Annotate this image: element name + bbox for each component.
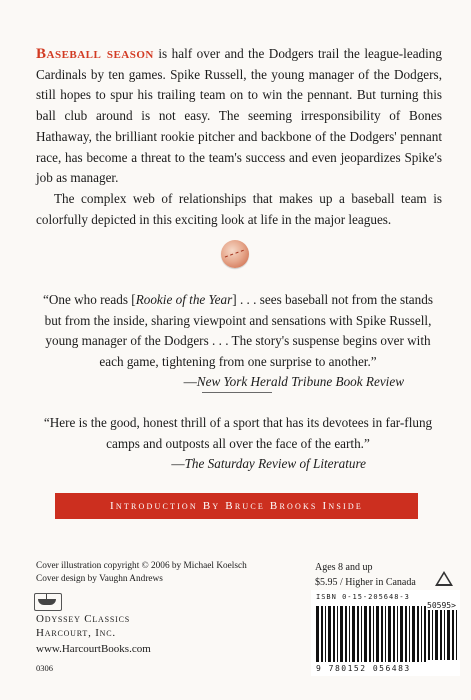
quoted-book-title: Rookie of the Year <box>135 292 233 307</box>
review-quote-2 <box>40 413 436 475</box>
review-quote-2-attribution <box>40 454 436 475</box>
barcode-bar <box>340 606 343 662</box>
barcode-bar <box>400 606 403 662</box>
age-range: Ages 8 and up <box>315 562 373 573</box>
review-quote-1-attribution <box>38 372 438 393</box>
publisher-website: www.HarcourtBooks.com <box>36 643 151 655</box>
barcode-bar <box>421 606 422 662</box>
barcode-bar <box>373 606 374 662</box>
barcode-bar <box>417 606 419 662</box>
barcode-bar <box>325 606 326 662</box>
barcode-bar <box>412 606 415 662</box>
cover-credits <box>36 560 296 585</box>
barcode-bar <box>376 606 379 662</box>
quote-body: ] . . . sees baseball not from the stands but from the inside, sharing viewpoint and sensations with Spike Russell, young manager of the Dodgers . . . The story's suspense begins over with each game, tightening from one surprise to another.” <box>44 292 433 369</box>
barcode-bar <box>333 606 335 662</box>
review-quote-2-text: “Here is the good, honest thrill of a sport that has its devotees in far-flung camps and outposts all over the face of the earth.” <box>43 415 433 451</box>
barcode-bar <box>328 606 331 662</box>
barcode-bar <box>444 610 445 660</box>
barcode-bar <box>405 606 407 662</box>
attribution-dash: — <box>183 374 197 389</box>
barcode-bar <box>440 610 442 660</box>
barcode-bar <box>349 606 350 662</box>
ean-number: 9 780152 056483 <box>316 664 411 673</box>
blurb-paragraph-2: The complex web of relationships that makes up a baseball team is colorfully depicted in this exciting look at life in the major leagues. <box>36 190 442 227</box>
price-label: $5.95 / Higher in Canada <box>315 577 416 588</box>
barcode-bar <box>316 606 319 662</box>
barcode-bar <box>409 606 410 662</box>
back-cover-blurb <box>36 44 442 230</box>
barcode-bar <box>393 606 395 662</box>
barcode-bar <box>388 606 391 662</box>
barcode-bar <box>369 606 371 662</box>
blurb-paragraph-1-text: is half over and the Dodgers trail the league-leading Cardinals by ten games. Spike Russell, the young manager of the Dodgers, still hopes to spur his trailing team on to win the pennant. But turning this ball club around is not easy. The seeming irresponsibility of Bones Hathaway, the brilliant rookie pitcher and backbone of the Dodgers' pennant race, has become a threat to the team's success and even jeopardizes Spike's job as manager. <box>36 46 442 186</box>
attribution-source: New York Herald Tribune Book Review <box>196 374 404 389</box>
barcode-bar <box>321 606 323 662</box>
barcode-bar <box>385 606 386 662</box>
introduction-banner-text: Introduction By Bruce Brooks Inside <box>110 500 363 512</box>
barcode-bar <box>345 606 347 662</box>
barcode-bar <box>361 606 362 662</box>
ean-barcode-icon <box>316 606 426 662</box>
isbn-number: ISBN 0-15-205648-3 <box>316 593 410 601</box>
barcode-bar <box>397 606 398 662</box>
barcode-bar <box>456 610 457 660</box>
barcode-bar <box>364 606 367 662</box>
baseball-icon <box>221 240 249 268</box>
barcode-bar <box>447 610 450 660</box>
barcode-bar <box>435 610 438 660</box>
barcode-bar <box>428 610 430 660</box>
illustration-credit: Cover illustration copyright © 2006 by Michael Koelsch <box>36 561 247 571</box>
print-code: 0306 <box>36 663 53 673</box>
attribution-dash: — <box>171 456 185 471</box>
publisher-ship-logo-icon <box>34 593 62 611</box>
barcode-bar <box>452 610 454 660</box>
barcode-bar <box>432 610 433 660</box>
attribution-source: The Saturday Review of Literature <box>184 456 366 471</box>
design-credit: Cover design by Vaughn Andrews <box>36 573 163 584</box>
barcode-bar <box>424 606 426 662</box>
blurb-paragraph-1 <box>36 44 442 189</box>
price-addon-barcode-icon <box>428 610 458 660</box>
barcode-bar <box>357 606 359 662</box>
barcode-bar <box>381 606 383 662</box>
publisher-block <box>36 612 296 640</box>
divider-line <box>202 392 272 393</box>
blurb-lead-in: Baseball season <box>36 46 154 62</box>
publisher-name: Harcourt, Inc. <box>36 627 116 639</box>
barcode-bar <box>337 606 338 662</box>
quote-open: “One who reads [ <box>43 292 136 307</box>
barcode-bar <box>352 606 355 662</box>
imprint-name: Odyssey Classics <box>36 613 130 625</box>
introduction-banner <box>55 493 418 519</box>
triangle-mark-icon <box>435 571 453 586</box>
review-quote-1-text <box>38 290 438 372</box>
price-addon-number: 50595> <box>427 601 456 610</box>
review-quote-1 <box>38 290 438 393</box>
